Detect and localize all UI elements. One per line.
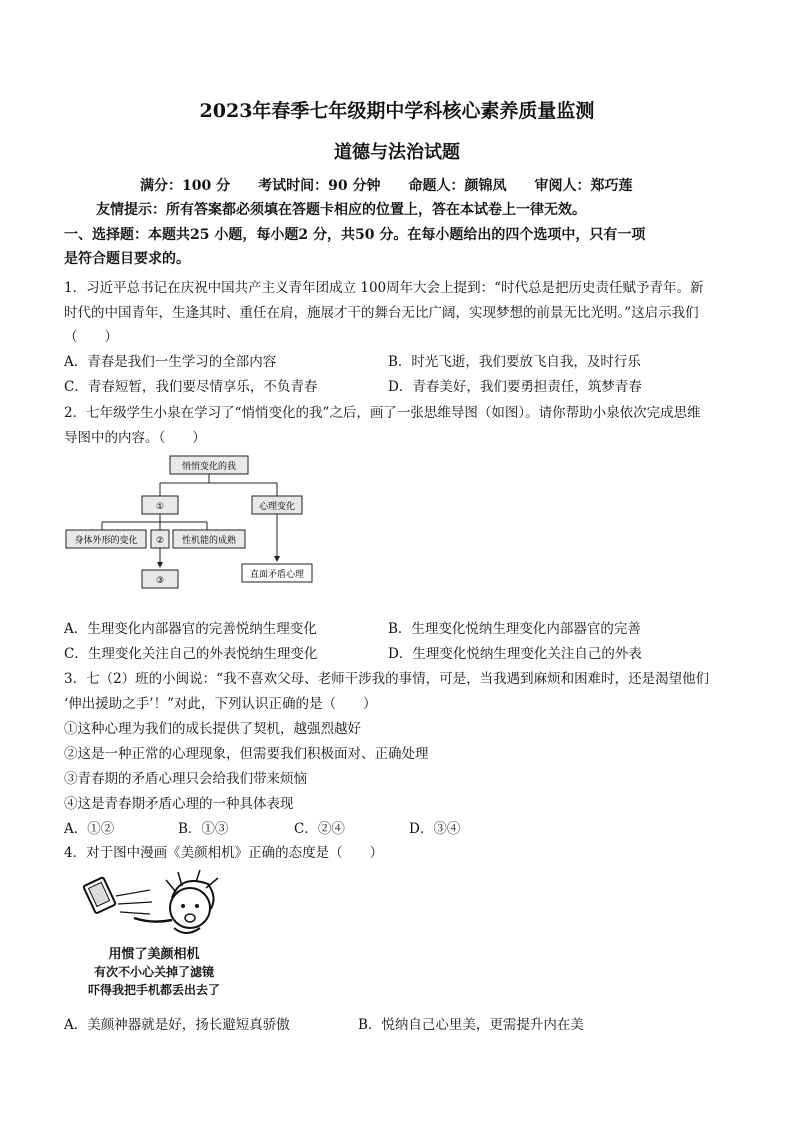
q3-stem-line2: ‘伸出援助之手’！”对此，下列认识正确的是（ ） bbox=[64, 696, 377, 712]
mind-map-blank-2: ② bbox=[155, 536, 165, 546]
q3-statement-3: ③青春期的矛盾心理只会给我们带来烦恼 bbox=[64, 771, 307, 787]
notice: 友情提示：所有答案都必须填在答题卡相应的位置上，答在本试卷上一律无效。 bbox=[96, 202, 586, 218]
q3-option-a: A．①② bbox=[64, 821, 115, 837]
mind-map-diagram bbox=[62, 452, 322, 602]
page-subtitle: 道德与法治试题 bbox=[334, 142, 460, 163]
comic-caption-2: 有次不小心关掉了滤镜 bbox=[93, 965, 215, 979]
mind-map-root: 悄悄变化的我 bbox=[181, 462, 237, 472]
mind-map-body: 身体外形的变化 bbox=[74, 536, 138, 546]
mind-map-sex: 性机能的成熟 bbox=[181, 536, 237, 546]
q3-statement-1: ①这种心理为我们的成长提供了契机，越强烈越好 bbox=[64, 721, 361, 737]
page-title: 2023年春季七年级期中学科核心素养质量监测 bbox=[199, 100, 595, 122]
cartoon-drawing bbox=[68, 868, 240, 1003]
q3-option-c: C．②④ bbox=[294, 821, 345, 837]
mind-map-blank-1: ① bbox=[155, 502, 165, 512]
q2-stem-line2: 导图中的内容。（ ） bbox=[64, 430, 206, 446]
q1-stem-line2: 时代的中国青年，生逢其时、重任在肩，施展才干的舞台无比广阔，实现梦想的前景无比光明。”这启示我们 bbox=[64, 305, 699, 321]
q3-statement-2: ②这是一种正常的心理现象，但需要我们积极面对、正确处理 bbox=[64, 746, 429, 762]
q2-option-d: D．生理变化悦纳生理变化关注自己的外表 bbox=[388, 646, 642, 662]
q2-option-b: B．生理变化悦纳生理变化内部器官的完善 bbox=[388, 621, 641, 637]
mind-map-conflict: 直面矛盾心理 bbox=[249, 570, 305, 580]
q3-stem-line1: 3．七（2）班的小闽说：“我不喜欢父母、老师干涉我的事情，可是，当我遇到麻烦和困难时，还是渴望他们 bbox=[64, 671, 710, 687]
exam-meta: 满分：100 分 考试时间：90 分钟 命题人：颜锦凤 审阅人：郑巧莲 bbox=[140, 178, 633, 194]
section-heading-cont: 是符合题目要求的。 bbox=[64, 251, 190, 267]
q2-stem-line1: 2．七年级学生小泉在学习了“悄悄变化的我”之后，画了一张思维导图（如图）。请你帮助小泉依次完成思维 bbox=[64, 405, 701, 421]
q4-stem: 4．对于图中漫画《美颜相机》正确的态度是（ ） bbox=[64, 845, 384, 861]
q2-option-a: A．生理变化内部器官的完善悦纳生理变化 bbox=[64, 621, 317, 637]
mind-map-psych: 心理变化 bbox=[258, 502, 296, 512]
q3-option-b: B．①③ bbox=[178, 821, 229, 837]
q4-option-a: A．美颜神器就是好，扬长避短真骄傲 bbox=[64, 1017, 290, 1033]
q3-statement-4: ④这是青春期矛盾心理的一种具体表现 bbox=[64, 796, 294, 812]
q1-option-c: C．青春短暂，我们要尽情享乐，不负青春 bbox=[64, 379, 318, 395]
q2-option-c: C．生理变化关注自己的外表悦纳生理变化 bbox=[64, 646, 318, 662]
section-heading: 一、选择题：本题共25 小题，每小题2 分，共50 分。在每小题给出的四个选项中，只有一项 bbox=[64, 227, 646, 243]
mind-map-blank-3: ③ bbox=[155, 576, 165, 586]
q4-option-b: B．悦纳自己心里美，更需提升内在美 bbox=[358, 1017, 584, 1033]
q3-option-d: D．③④ bbox=[409, 821, 461, 837]
q1-option-d: D．青春美好，我们要勇担责任，筑梦青春 bbox=[388, 379, 642, 395]
q1-option-a: A．青春是我们一生学习的全部内容 bbox=[64, 354, 277, 370]
cartoon-image bbox=[68, 868, 240, 1003]
q1-stem-line1: 1．习近平总书记在庆祝中国共产主义青年团成立 100周年大会上提到：“时代总是把历史责任赋予青年。新 bbox=[64, 280, 704, 296]
q1-option-b: B．时光飞逝，我们要放飞自我，及时行乐 bbox=[388, 354, 641, 370]
q1-stem-line3: （ ） bbox=[64, 329, 118, 345]
comic-caption-1: 用惯了美颜相机 bbox=[108, 947, 200, 962]
comic-caption-3: 吓得我把手机都丢出去了 bbox=[87, 983, 221, 997]
